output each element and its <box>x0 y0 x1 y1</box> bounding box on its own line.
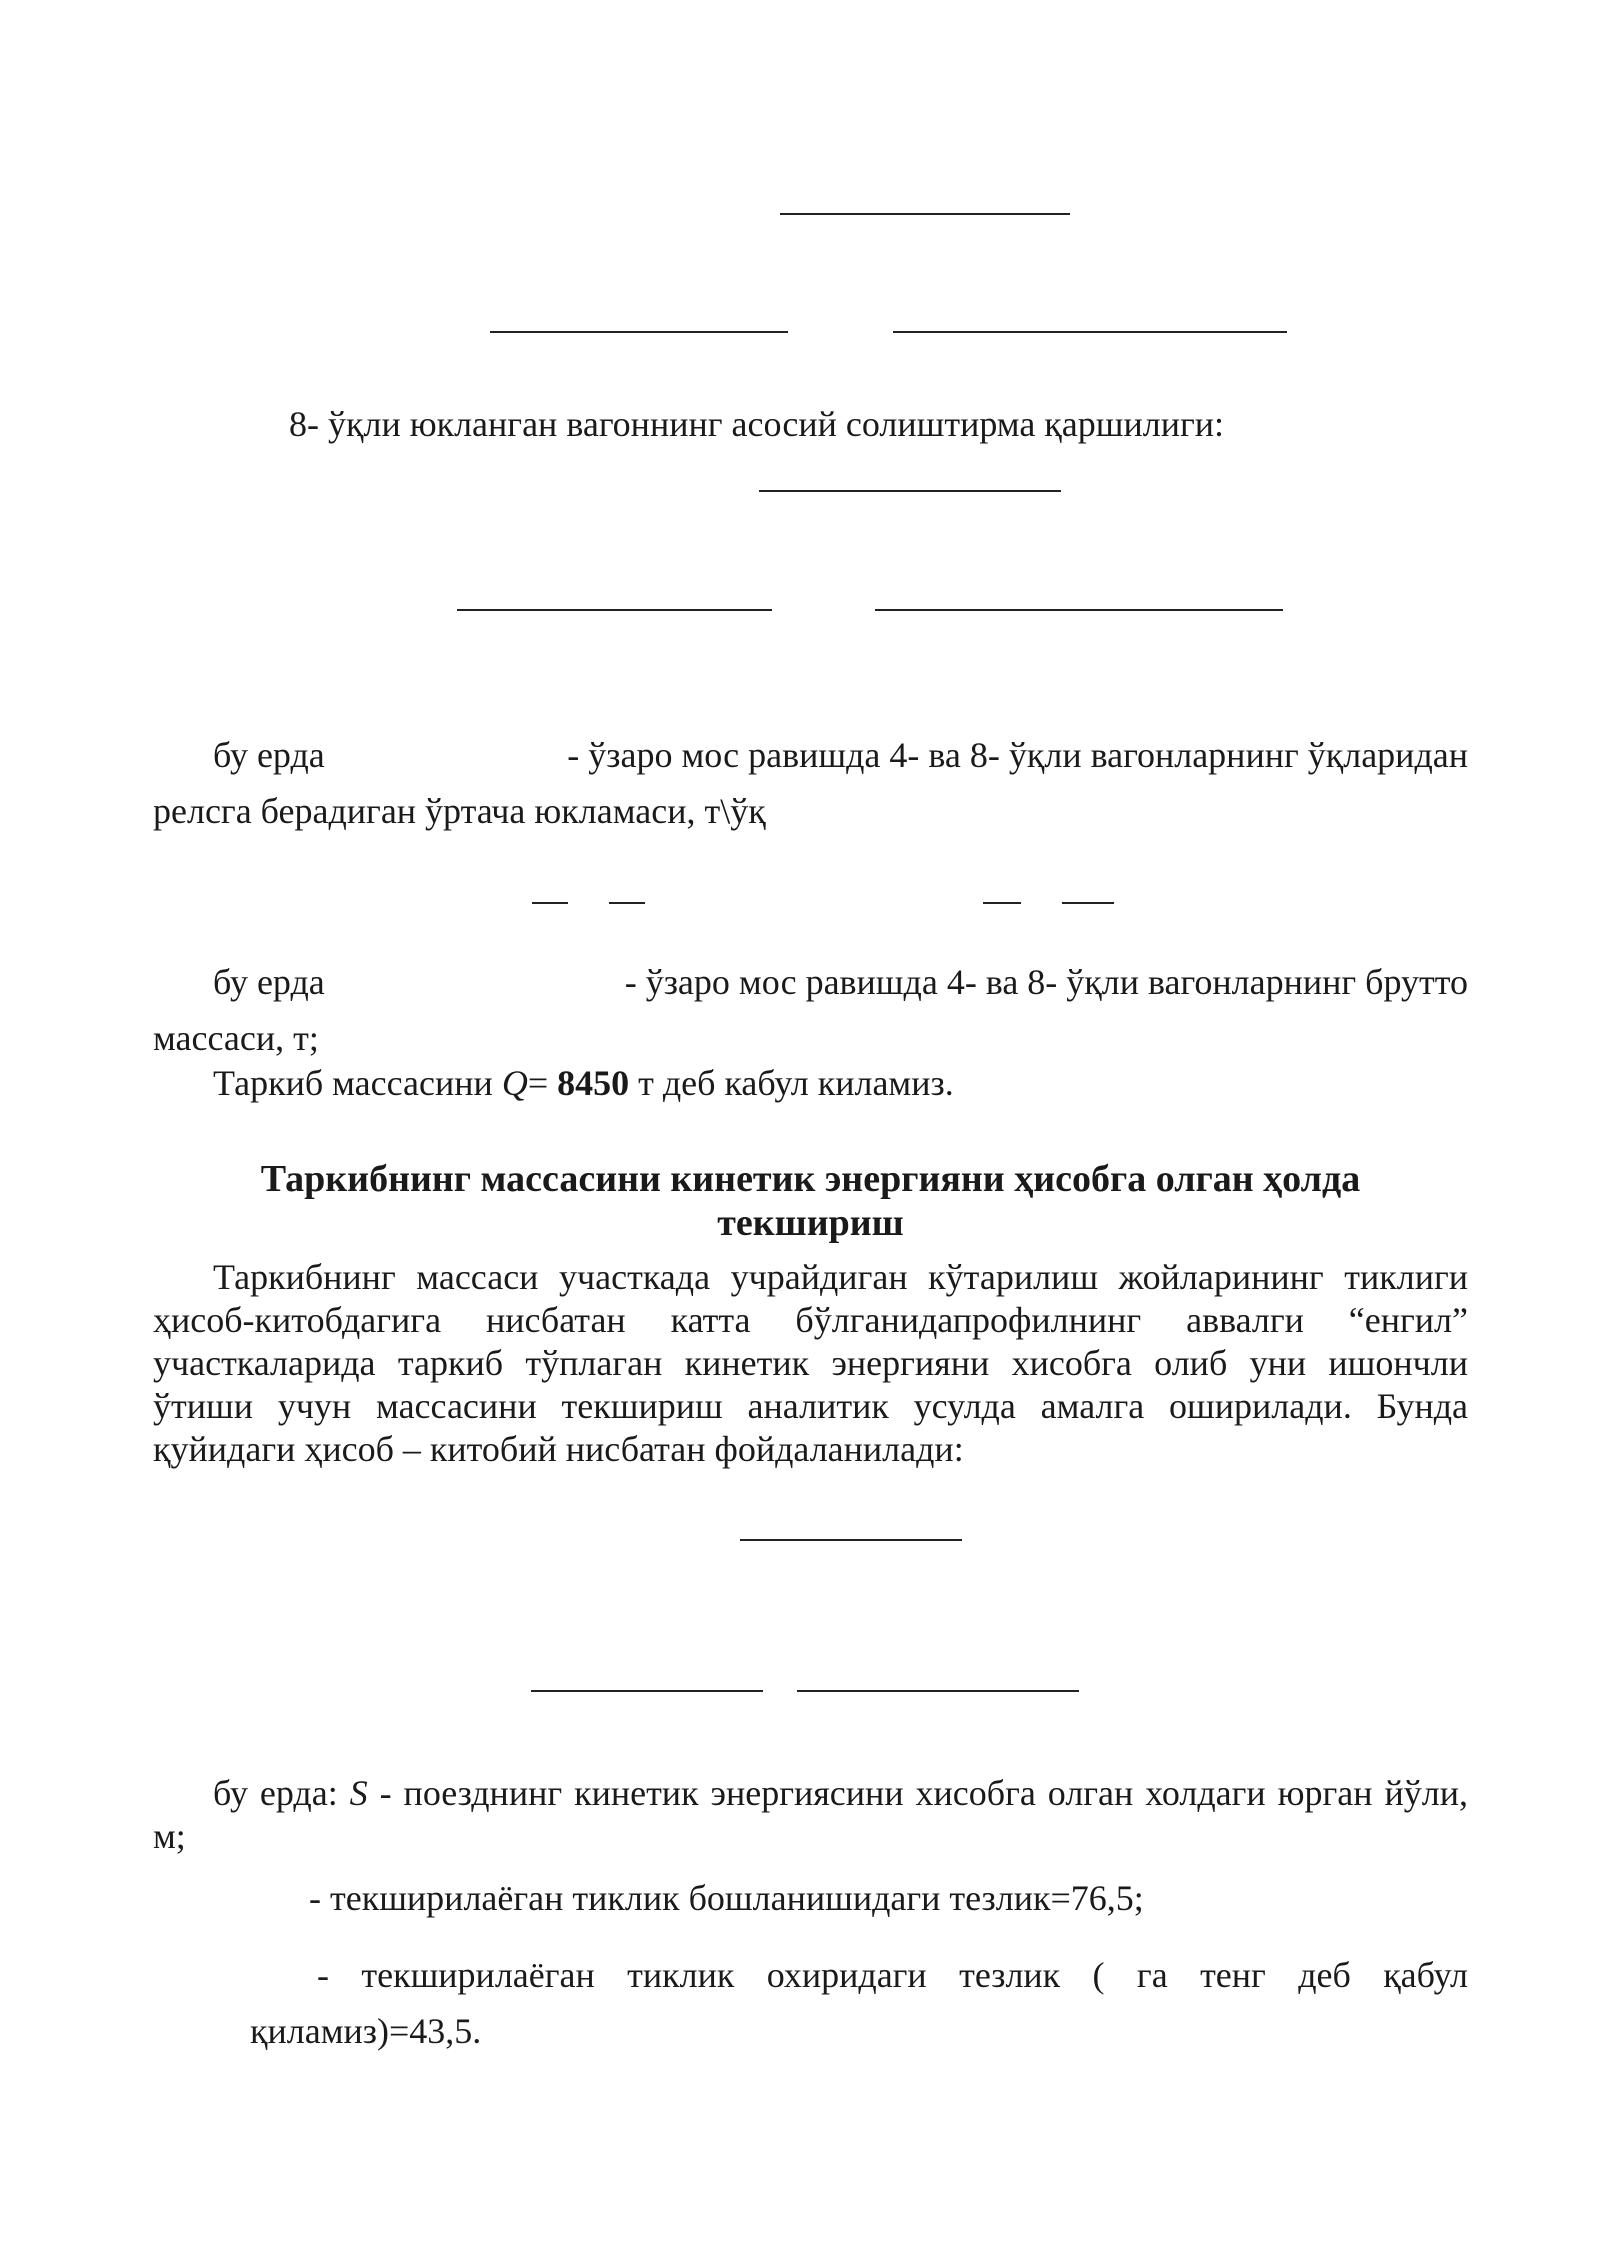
where-lead: бу ерда: <box>213 1773 350 1813</box>
formula-rule <box>490 331 788 333</box>
speed-start-line: - текширилаёган тиклик бошланишидаги тезлик=76,5; <box>309 1878 1144 1918</box>
where-clause-mass <box>213 961 1468 1004</box>
train-mass-statement <box>213 1062 954 1105</box>
formula-rule <box>609 902 645 904</box>
formula-rule <box>780 213 1070 215</box>
where-clause-load <box>213 734 1468 777</box>
mass-value: 8450 <box>557 1063 630 1103</box>
body-paragraph: Таркибнинг массаси участкада учрайдиган кўтарилиш жойларининг тиклиги ҳисоб-китобдагига нисбатан катта бўлганидапрофилнинг аввалги “енгил” участкаларида таркиб тўплаган кинетик энергияни хисобга олиб уни ишончли ўтиши учун массасини текшириш аналитик усулда амалга оширилади. Бунда қуйидаги ҳисоб – китобий нисбатан фойдаланилади: <box>153 1257 1468 1469</box>
mass-eq: = <box>527 1063 558 1103</box>
formula-rule <box>740 1539 962 1541</box>
where-clause-load-cont: релсга берадиган ўртача юкламаси, т\ўқ <box>153 791 766 831</box>
mass-post: т деб кабул киламиз. <box>629 1063 954 1103</box>
formula-rule <box>983 902 1021 904</box>
where-clause-mass-cont: массаси, т; <box>153 1018 319 1058</box>
where-rest: - ўзаро мос равишда 4- ва 8- ўқли вагонларнинг ўқларидан <box>567 735 1468 775</box>
where-rest: - поезднинг кинетик энергиясини хисобга олган холдаги юрган йўли, м; <box>153 1773 1468 1856</box>
where-lead: бу ерда <box>213 735 325 775</box>
section-heading: Таркибнинг массасини кинетик энергияни ҳисобга олган ҳолда текшириш <box>260 1158 1361 1244</box>
speed-end-line: - текширилаёган тиклик охиридаги тезлик ( га тенг деб қабул <box>317 1955 1468 1995</box>
eight-axle-title: 8- ўқли юкланган вагоннинг асосий солиштирма қаршилиги: <box>289 404 1225 444</box>
distance-symbol: S <box>349 1773 368 1813</box>
formula-rule <box>797 1690 1079 1692</box>
where-lead: бу ерда <box>213 962 325 1002</box>
mass-pre: Таркиб массасини <box>213 1063 502 1103</box>
formula-rule <box>532 902 568 904</box>
formula-rule <box>759 490 1061 492</box>
mass-symbol: Q <box>501 1063 528 1103</box>
where-clause-distance <box>153 1772 1468 1858</box>
where-rest: - ўзаро мос равишда 4- ва 8- ўқли вагонларнинг брутто <box>624 962 1468 1002</box>
formula-rule <box>893 331 1287 333</box>
formula-rule <box>531 1690 763 1692</box>
speed-end-line-cont: қиламиз)=43,5. <box>250 2011 482 2051</box>
formula-rule <box>457 609 772 611</box>
formula-rule <box>875 609 1283 611</box>
formula-rule <box>1062 902 1114 904</box>
